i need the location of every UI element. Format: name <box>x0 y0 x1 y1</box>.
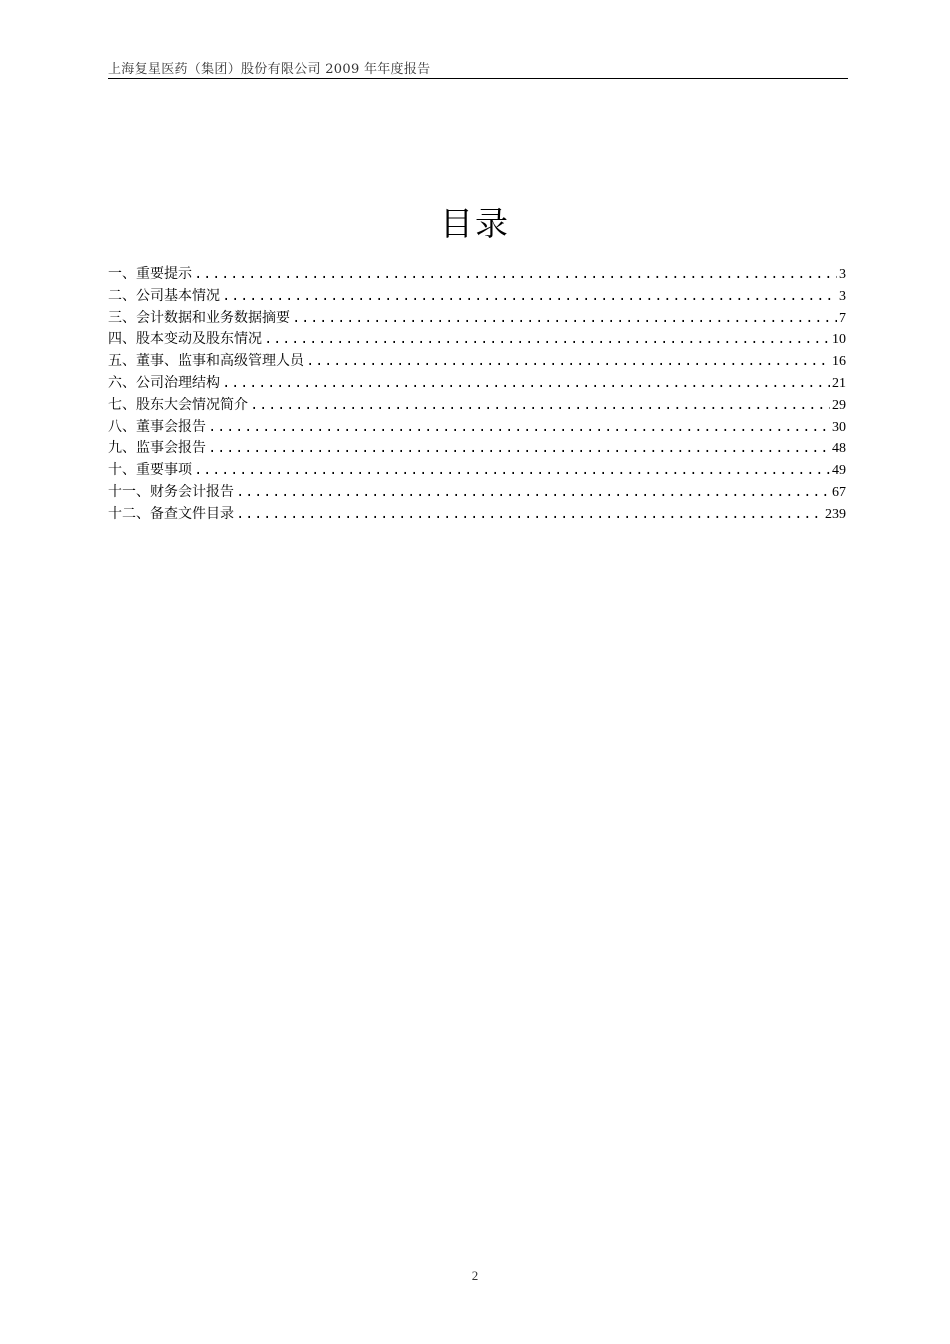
toc-entry-page: 21 <box>832 375 846 391</box>
page-header <box>108 56 848 79</box>
toc-entry-page: 3 <box>839 267 846 282</box>
toc-entry-label: 十一、财务会计报告 <box>108 483 234 500</box>
toc-entry-label: 九、监事会报告 <box>108 440 206 457</box>
toc-entry-page: 16 <box>832 354 846 370</box>
toc-leader-dots <box>222 287 837 309</box>
toc-entry[interactable] <box>108 308 846 330</box>
toc-entry[interactable] <box>108 395 846 417</box>
toc-leader-dots <box>306 352 830 374</box>
toc-entry-label: 四、股本变动及股东情况 <box>108 331 262 348</box>
toc-leader-dots <box>236 483 830 505</box>
page-title: 目录 <box>440 204 510 243</box>
toc-entry-label: 一、重要提示 <box>108 266 192 282</box>
toc-entry[interactable] <box>108 351 846 373</box>
toc-entry-label: 七、股东大会情况简介 <box>108 396 248 413</box>
toc-leader-dots <box>236 505 823 527</box>
toc-entry-page: 29 <box>832 397 846 413</box>
toc-leader-dots <box>194 461 830 483</box>
toc-entry[interactable] <box>108 438 846 460</box>
toc-entry[interactable] <box>108 482 846 504</box>
toc-entry-label: 二、公司基本情况 <box>108 287 220 304</box>
toc-entry-page: 239 <box>825 506 846 522</box>
toc-leader-dots <box>292 309 837 331</box>
toc-entry-page: 7 <box>839 310 846 326</box>
toc-entry[interactable] <box>108 264 846 286</box>
toc-leader-dots <box>222 374 830 396</box>
toc-leader-dots <box>208 439 830 461</box>
toc-entry[interactable] <box>108 504 846 526</box>
toc-entry-page: 67 <box>832 484 846 500</box>
toc-entry-page: 30 <box>832 419 846 435</box>
toc-entry-label: 五、董事、监事和高级管理人员 <box>108 353 304 370</box>
toc-leader-dots <box>264 330 830 352</box>
toc-entry-label: 十二、备查文件目录 <box>108 505 234 522</box>
toc-entry-label: 十、重要事项 <box>108 462 192 479</box>
toc-entry-label: 三、会计数据和业务数据摘要 <box>108 309 290 326</box>
toc-leader-dots <box>250 396 830 418</box>
toc-entry[interactable] <box>108 373 846 395</box>
toc-leader-dots <box>208 418 830 440</box>
toc-entry-label: 八、董事会报告 <box>108 418 206 435</box>
toc-entry-page: 3 <box>839 288 846 304</box>
toc-entry[interactable] <box>108 329 846 351</box>
toc-entry-page: 10 <box>832 332 846 348</box>
toc-entry[interactable] <box>108 286 846 308</box>
page-number: 2 <box>471 1268 479 1283</box>
toc-entry-label: 六、公司治理结构 <box>108 374 220 391</box>
toc-entry[interactable] <box>108 417 846 439</box>
table-of-contents <box>108 264 846 526</box>
toc-entry-page: 48 <box>832 441 846 457</box>
header-title: 上海复星医药（集团）股份有限公司 2009 年年度报告 <box>108 62 431 77</box>
toc-entry[interactable] <box>108 460 846 482</box>
toc-leader-dots <box>194 265 837 287</box>
toc-entry-page: 49 <box>832 463 846 479</box>
